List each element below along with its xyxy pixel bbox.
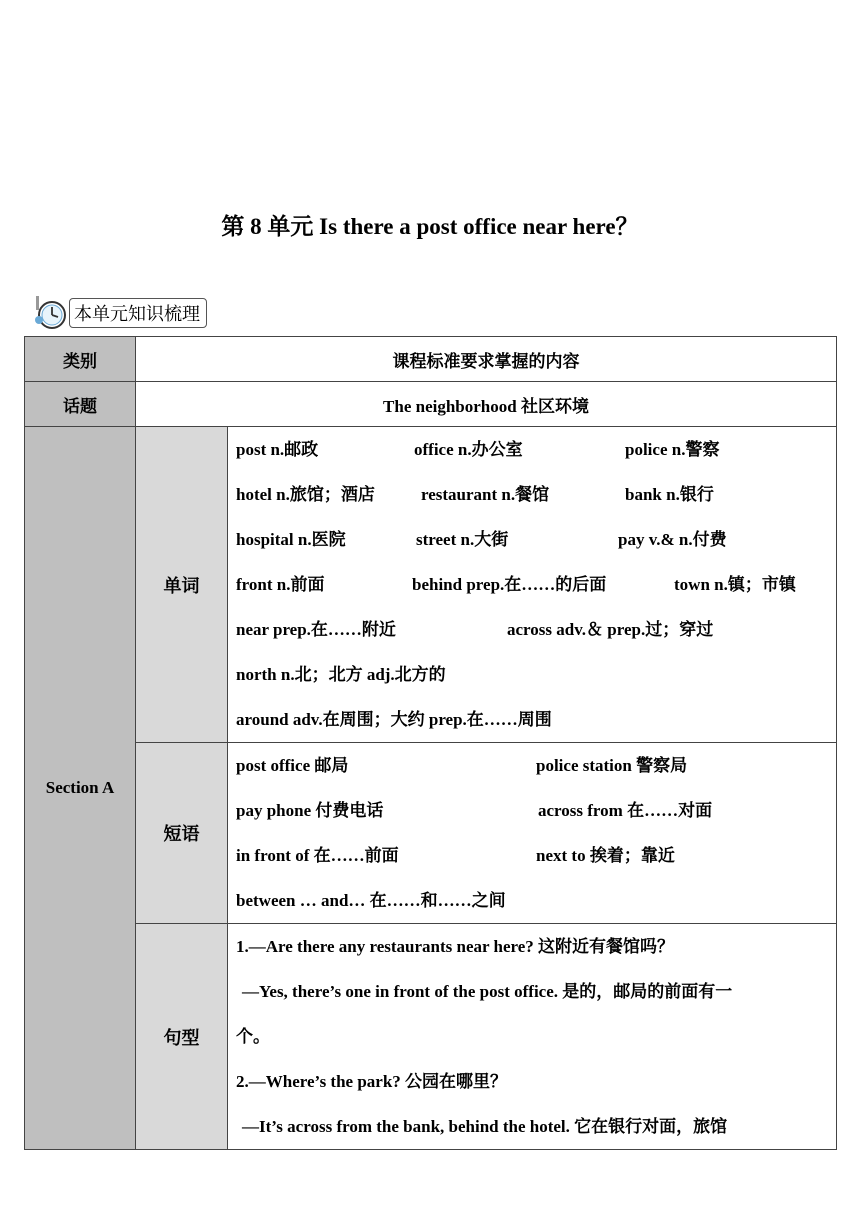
sentences-label: 句型: [136, 924, 228, 1150]
vocab-content: [228, 427, 837, 743]
vocab-line: [236, 697, 836, 742]
section-a-label: Section A: [25, 427, 136, 1150]
phrases-content: [228, 743, 837, 924]
phrase-line: [236, 833, 836, 878]
vocab-item: pay v.& n.付费: [618, 530, 727, 549]
phrase-item: across from 在……对面: [538, 801, 713, 820]
vocab-item: north n.北；北方 adj.北方的: [236, 665, 446, 684]
topic-row: [25, 382, 837, 427]
vocab-item: street n.大街: [416, 530, 509, 549]
sentences-content: [228, 924, 837, 1150]
phrase-item: police station 警察局: [536, 756, 688, 775]
table-header-row: [25, 337, 837, 382]
phrase-item: post office 邮局: [236, 756, 349, 775]
vocab-label: 单词: [136, 427, 228, 743]
header-content: 课程标准要求掌握的内容: [136, 337, 837, 382]
sentence-line: 个。: [236, 1027, 270, 1046]
phrase-item: next to 挨着；靠近: [536, 846, 675, 865]
topic-value: The neighborhood 社区环境: [136, 382, 837, 427]
sentence-line: 2.—Where’s the park? 公园在哪里？: [236, 1072, 508, 1091]
clock-icon: [33, 296, 67, 330]
phrase-item: in front of 在……前面: [236, 846, 399, 865]
vocab-item: town n.镇；市镇: [674, 575, 796, 594]
vocab-line: [236, 562, 836, 607]
knowledge-table: [24, 336, 837, 1150]
vocab-item: hotel n.旅馆；酒店: [236, 485, 375, 504]
page-title: 第 8 单元 Is there a post office near here？: [221, 214, 639, 239]
vocab-item: restaurant n.餐馆: [421, 485, 550, 504]
phrase-item: pay phone 付费电话: [236, 801, 384, 820]
vocab-line: [236, 517, 836, 562]
badge-label: 本单元知识梳理: [69, 298, 207, 328]
vocab-item: near prep.在……附近: [236, 620, 396, 639]
sentence-line: —It’s across from the bank, behind the hotel. 它在银行对面，旅馆: [242, 1117, 728, 1136]
vocab-line: [236, 427, 836, 472]
sentence-line: —Yes, there’s one in front of the post office. 是的，邮局的前面有一: [242, 982, 733, 1001]
phrase-line: [236, 878, 836, 923]
phrase-item: between … and… 在……和……之间: [236, 891, 506, 910]
vocab-item: bank n.银行: [625, 485, 714, 504]
vocab-item: hospital n.医院: [236, 530, 346, 549]
vocab-item: office n.办公室: [414, 440, 523, 459]
vocab-item: across adv.＆ prep.过；穿过: [507, 620, 714, 639]
phrases-row: [25, 743, 837, 924]
header-category: 类别: [25, 337, 136, 382]
phrase-line: [236, 788, 836, 833]
topic-label: 话题: [25, 382, 136, 427]
vocab-line: [236, 652, 836, 697]
phrase-line: [236, 743, 836, 788]
sentence-line: 1.—Are there any restaurants near here? 这附近有餐馆吗？: [236, 937, 675, 956]
vocab-line: [236, 607, 836, 652]
vocab-item: police n.警察: [625, 440, 720, 459]
vocab-item: behind prep.在……的后面: [412, 575, 607, 594]
sentences-row: [25, 924, 837, 1150]
vocab-line: [236, 472, 836, 517]
vocab-item: post n.邮政: [236, 440, 319, 459]
phrases-label: 短语: [136, 743, 228, 924]
vocab-row: [25, 427, 837, 743]
section-badge: [33, 297, 207, 329]
vocab-item: front n.前面: [236, 575, 325, 594]
vocab-item: around adv.在周围；大约 prep.在……周围: [236, 710, 552, 729]
